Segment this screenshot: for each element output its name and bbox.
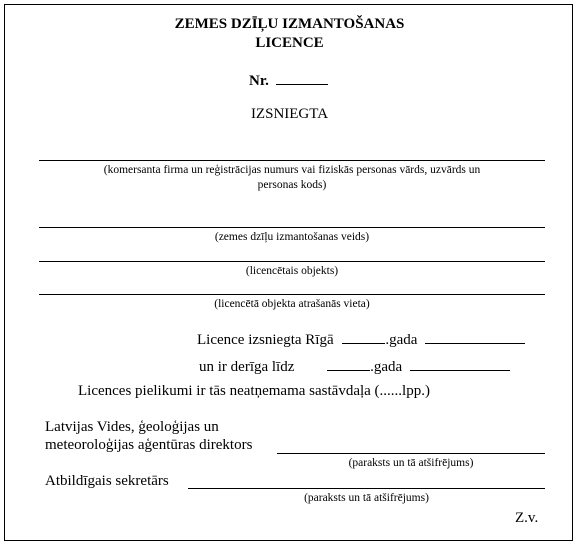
- secretary-signature-caption: (paraksts un tā atšifrējums): [304, 492, 429, 504]
- valid-prefix: un ir derīga līdz: [199, 359, 295, 375]
- secretary-signature-line: [188, 488, 545, 489]
- issued-prefix: Licence izsniegta Rīgā: [197, 332, 334, 348]
- issued-year-word: .gada: [385, 332, 418, 348]
- number-blank: [276, 71, 328, 85]
- document-title-line2: LICENCE: [255, 35, 324, 51]
- location-caption: (licencētā objekta atrašanās vieta): [214, 298, 370, 310]
- secretary-label: Atbildīgais sekretārs: [45, 473, 169, 489]
- object-caption: (licencētais objekts): [245, 265, 339, 277]
- director-signature-line: [277, 453, 545, 454]
- valid-day-blank: [327, 357, 370, 371]
- number-label: [249, 71, 328, 90]
- number-label-text: Nr.: [249, 73, 269, 89]
- director-title-line2: meteoroloģijas aģentūras direktors: [45, 437, 253, 453]
- document-title-line1: ZEMES DZĪĻU IZMANTOŠANAS: [174, 16, 405, 32]
- valid-until-row: [199, 357, 510, 376]
- valid-month-blank: [410, 357, 510, 371]
- holder-line: [39, 160, 545, 161]
- director-title-line1: Latvijas Vides, ģeoloģijas un: [45, 419, 219, 435]
- appendix-text: Licences pielikumi ir tās neatņemama sastāvdaļa (......lpp.): [78, 383, 430, 399]
- use-type-line: [39, 227, 545, 228]
- issued-day-blank: [342, 330, 385, 344]
- issued-date-row: [197, 330, 525, 349]
- location-line: [39, 294, 545, 295]
- holder-caption-line1: (komersanta firma un reģistrācijas numurs vai fiziskās personas vārds, uzvārds un: [103, 164, 481, 176]
- valid-year-word: .gada: [370, 359, 403, 375]
- issued-month-blank: [425, 330, 525, 344]
- object-line: [39, 261, 545, 262]
- use-type-caption: (zemes dzīļu izmantošanas veids): [214, 231, 370, 243]
- issued-label: IZSNIEGTA: [250, 106, 329, 122]
- director-signature-caption: (paraksts un tā atšifrējums): [348, 457, 474, 469]
- seal-mark: Z.v.: [515, 510, 539, 526]
- holder-caption-line2: personas kods): [257, 179, 327, 191]
